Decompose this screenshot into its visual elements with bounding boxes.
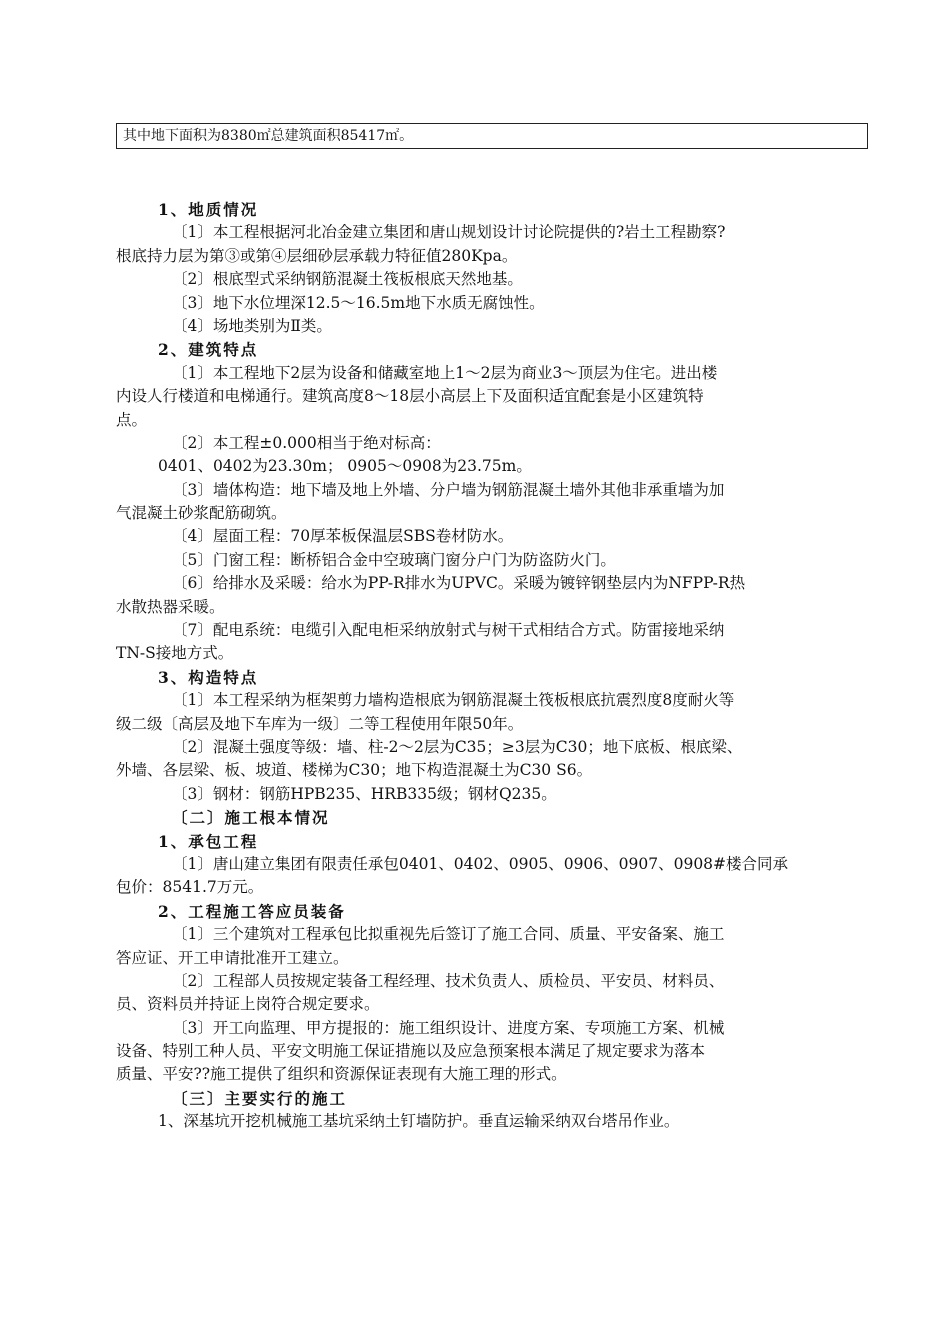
paragraph-line: 〔4〕场地类别为Ⅱ类。 — [172, 316, 332, 335]
section-heading: 3、构造特点 — [158, 667, 259, 687]
section-heading: 1、地质情况 — [158, 200, 259, 219]
paragraph-line: 外墙、各层梁、板、坡道、楼梯为C30；地下构造混凝土为C30 S6。 — [116, 761, 593, 780]
paragraph-line: 1、深基坑开挖机械施工基坑采纳土钉墙防护。垂直运输采纳双台塔吊作业。 — [158, 1112, 680, 1131]
paragraph-line: 点。 — [116, 410, 148, 429]
paragraph-line: 根底持力层为第③或第④层细砂层承载力特征值280Kpa。 — [116, 246, 518, 265]
section-heading: 2、建筑特点 — [158, 340, 259, 360]
paragraph-line: 〔1〕本工程地下2层为设备和储藏室地上1～2层为商业3～顶层为住宅。进出楼 — [172, 363, 718, 382]
paragraph-line: 内设人行楼道和电梯通行。建筑高度8～18层小高层上下及面积适宜配套是小区建筑特 — [116, 387, 704, 406]
paragraph-line: 〔1〕本工程根据河北冶金建立集团和唐山规划设计讨论院提供的?岩土工程勘察? — [172, 223, 726, 242]
paragraph-line: 〔2〕工程部人员按规定装备工程经理、技术负责人、质检员、平安员、材料员、 — [172, 971, 725, 990]
paragraph-line: 包价：8541.7万元。 — [116, 878, 264, 897]
paragraph-line: 〔1〕本工程采纳为框架剪力墙构造根底为钢筋混凝土筏板根底抗震烈度8度耐火等 — [172, 691, 735, 710]
paragraph-line: 〔7〕配电系统：电缆引入配电柜采纳放射式与树干式相结合方式。防雷接地采纳 — [172, 621, 725, 640]
paragraph-line: 〔3〕开工向监理、甲方提报的：施工组织设计、进度方案、专项施工方案、机械 — [172, 1018, 725, 1037]
paragraph-line: TN-S接地方式。 — [116, 644, 234, 663]
paragraph-line: 〔2〕根底型式采纳钢筋混凝土筏板根底天然地基。 — [172, 270, 523, 289]
paragraph-line: 〔3〕墙体构造：地下墙及地上外墙、分户墙为钢筋混凝土墙外其他非承重墙为加 — [172, 480, 725, 499]
area-summary-text: 其中地下面积为8380㎡总建筑面积85417㎡。 — [123, 128, 414, 144]
area-summary-box — [116, 123, 868, 149]
document-body — [116, 198, 858, 1134]
paragraph-line: 〔1〕唐山建立集团有限责任承包0401、0402、0905、0906、0907、0908#楼合同承 — [172, 854, 789, 873]
section-heading: 2、工程施工答应员装备 — [158, 901, 346, 921]
paragraph-line: 气混凝土砂浆配筋砌筑。 — [116, 504, 287, 523]
paragraph-line: 〔1〕三个建筑对工程承包比拟重视先后签订了施工合同、质量、平安备案、施工 — [172, 925, 725, 944]
paragraph-line: 〔3〕钢材：钢筋HPB235、HRB335级；钢材Q235。 — [172, 784, 557, 803]
paragraph-line: 质量、平安??施工提供了组织和资源保证表现有大施工理的形式。 — [116, 1065, 567, 1084]
paragraph-line: 设备、特别工种人员、平安文明施工保证措施以及应急预案根本满足了规定要求为落本 — [116, 1042, 706, 1061]
paragraph-line: 〔5〕门窗工程：断桥铝合金中空玻璃门窗分户门为防盗防火门。 — [172, 550, 616, 569]
section-heading: 1、承包工程 — [158, 831, 259, 851]
paragraph-line: 〔3〕地下水位埋深12.5～16.5m地下水质无腐蚀性。 — [172, 293, 545, 312]
paragraph-line: 〔4〕屋面工程：70厚苯板保温层SBS卷材防水。 — [172, 527, 514, 546]
paragraph-line: 0401、0402为23.30m； 0905～0908为23.75m。 — [158, 457, 532, 476]
paragraph-line: 水散热器采暖。 — [116, 597, 225, 616]
paragraph-line: 级二级〔高层及地下车库为一级〕二等工程使用年限50年。 — [116, 714, 524, 733]
paragraph-line: 员、资料员并持证上岗符合规定要求。 — [116, 995, 380, 1014]
paragraph-line: 〔2〕本工程±0.000相当于绝对标高： — [172, 433, 441, 452]
paragraph-line: 〔6〕给排水及采暖：给水为PP-R排水为UPVC。采暖为镀锌钢垫层内为NFPP-R热 — [172, 574, 746, 593]
section-heading: 〔二〕施工根本情况 — [172, 808, 330, 828]
paragraph-line: 答应证、开工申请批准开工建立。 — [116, 948, 349, 967]
paragraph-line: 〔2〕混凝土强度等级：墙、柱-2～2层为C35；≥3层为C30；地下底板、根底梁、 — [172, 737, 743, 756]
section-heading: 〔三〕主要实行的施工 — [172, 1088, 348, 1108]
